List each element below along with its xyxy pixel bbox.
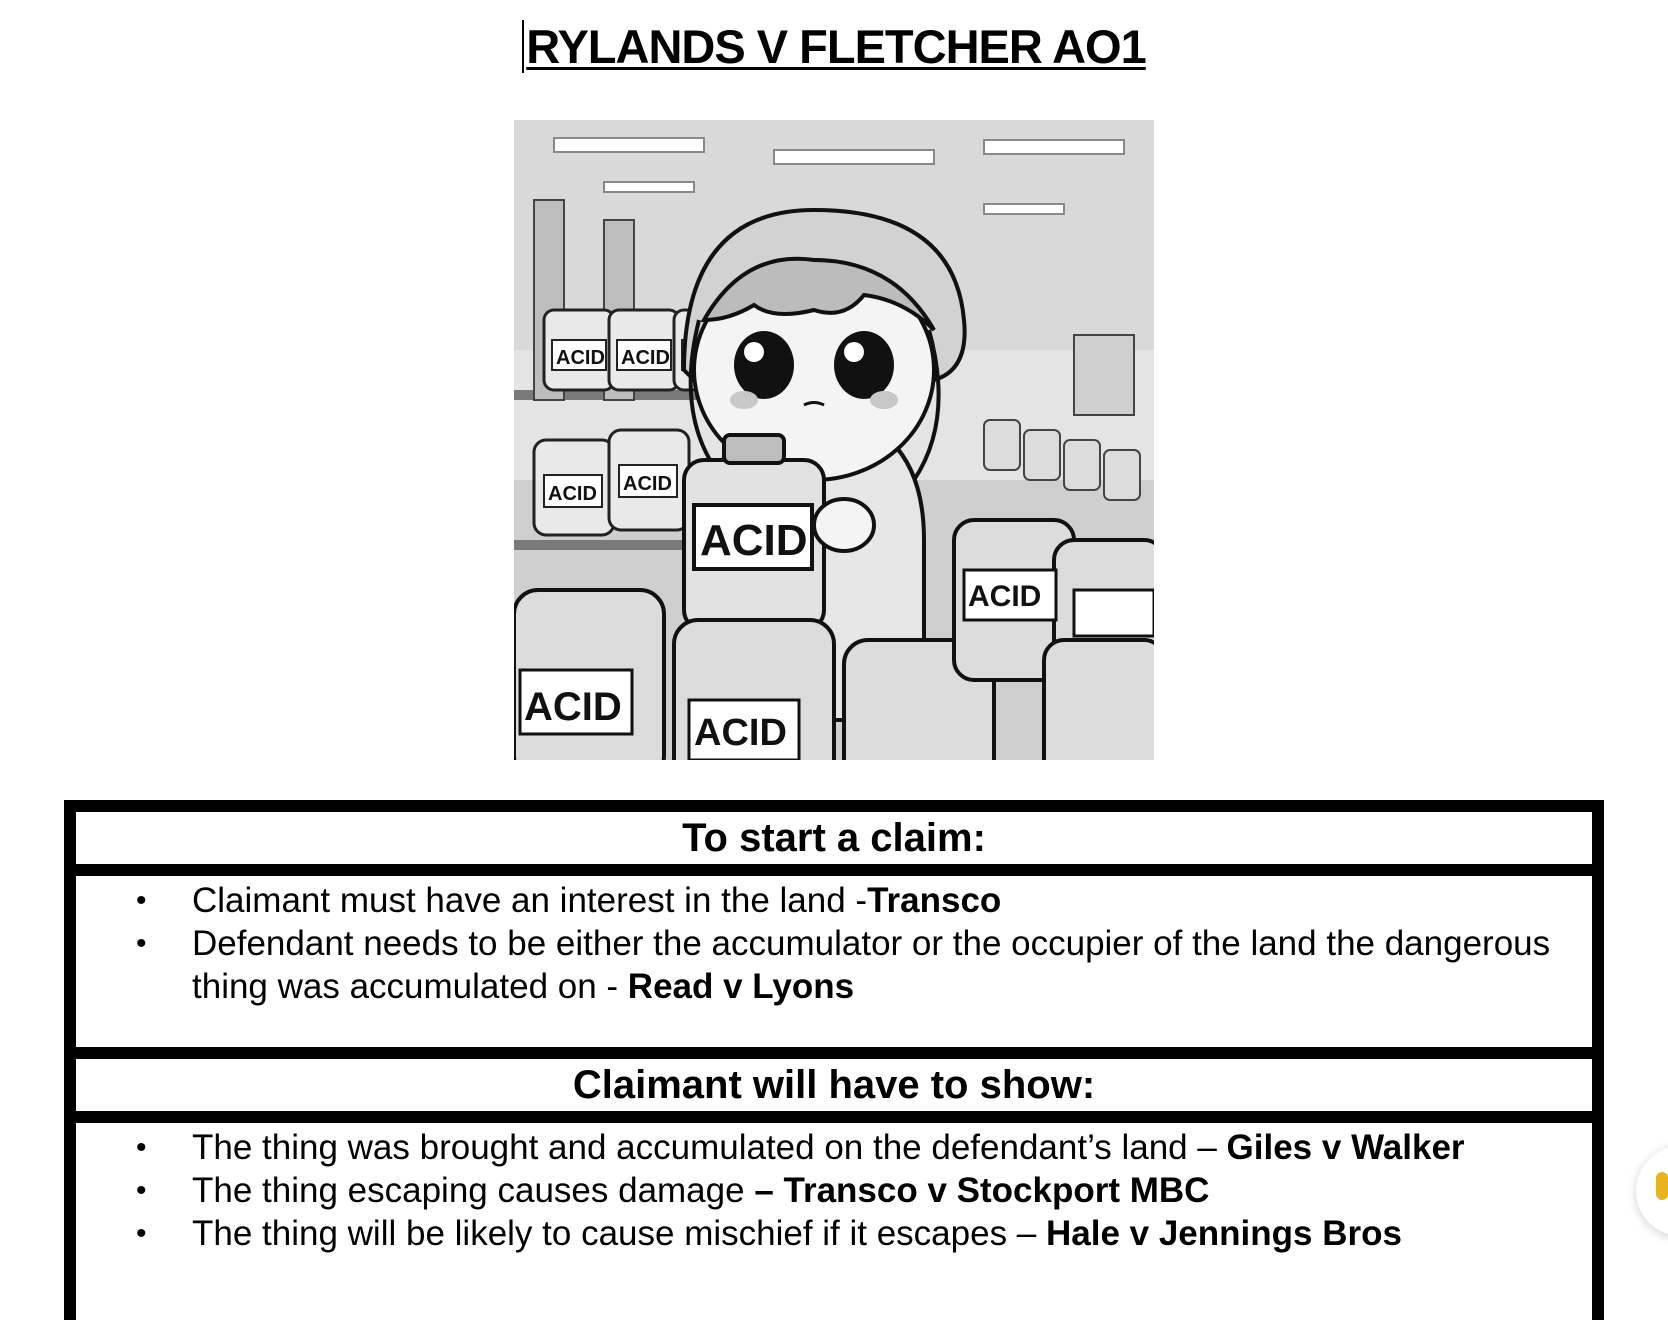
document-title: [0, 14, 1668, 80]
claimant-show-heading: Claimant will have to show:: [76, 1047, 1592, 1123]
shelf-label-4: ACID: [548, 483, 597, 505]
bullet-text: The thing was brought and accumulated on the defendant’s land –: [192, 1128, 1227, 1167]
start-claim-heading: To start a claim:: [76, 812, 1592, 876]
foreground-label-2: ACID: [694, 712, 787, 754]
held-container-label: ACID: [700, 516, 808, 565]
bullet-text: Defendant needs to be either the accumulator or the occupier of the land the dangerous thing was accumulated on -: [192, 924, 1551, 1006]
floating-assistant-button[interactable]: [1636, 1146, 1668, 1236]
list-item: [136, 1212, 1572, 1255]
shelf-label-2: ACID: [621, 347, 670, 369]
case-name: Transco: [867, 881, 1002, 920]
start-claim-list: [136, 879, 1572, 1008]
foreground-label-3: ACID: [968, 580, 1042, 613]
bullet-text: The thing will be likely to cause mischief if it escapes –: [192, 1214, 1046, 1253]
start-claim-body: [76, 876, 1592, 1047]
claimant-show-list: [136, 1126, 1572, 1255]
acid-warehouse-illustration: [514, 120, 1154, 760]
shelf-label-5: ACID: [623, 473, 672, 495]
case-name: Giles v Walker: [1226, 1128, 1465, 1167]
list-item: [136, 879, 1572, 922]
case-name: Read v Lyons: [627, 967, 855, 1006]
case-name: Hale v Jennings Bros: [1046, 1214, 1402, 1253]
document-title-text: RYLANDS V FLETCHER AO1: [522, 20, 1146, 73]
bullet-text: Claimant must have an interest in the land -: [192, 881, 868, 920]
shelf-label-1: ACID: [556, 347, 605, 369]
rylands-criteria-table: [64, 800, 1604, 1320]
foreground-label-1: ACID: [524, 685, 622, 729]
list-item: [136, 1169, 1572, 1212]
list-item: [136, 1126, 1572, 1169]
illustration-image: [514, 120, 1154, 760]
claimant-show-body: [76, 1123, 1592, 1255]
list-item: [136, 922, 1572, 1008]
bullet-text: The thing escaping causes damage: [192, 1171, 755, 1210]
case-name: – Transco v Stockport MBC: [754, 1171, 1210, 1210]
